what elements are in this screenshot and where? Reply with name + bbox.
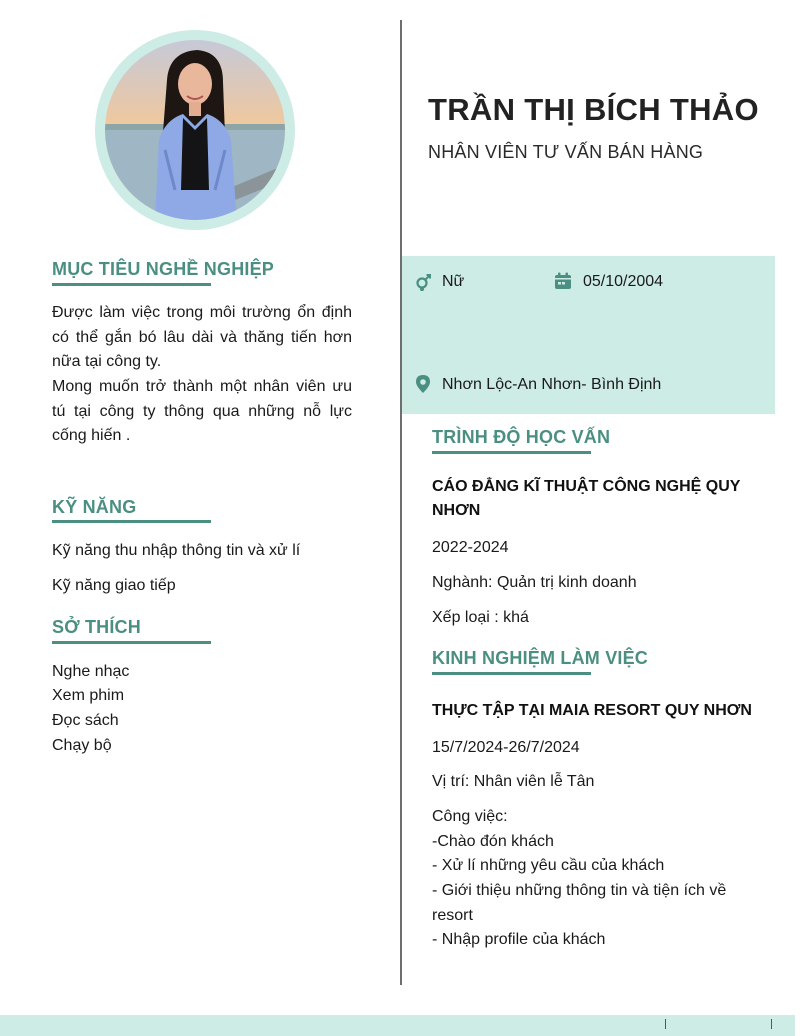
education-heading: TRÌNH ĐỘ HỌC VẤN [432, 427, 611, 447]
duty-item: - Xử lí những yêu cầu của khách [432, 857, 665, 874]
duties-title: Công việc: [432, 808, 508, 825]
calendar-icon [553, 271, 573, 291]
full-name: TRẦN THỊ BÍCH THẢO [428, 92, 759, 127]
duty-item: - Giới thiệu những thông tin và tiện ích về resort [432, 882, 727, 924]
personal-info-panel [402, 256, 775, 414]
education-grade: Xếp loại : khá [432, 609, 529, 626]
footer-tick [665, 1019, 666, 1029]
education-years: 2022-2024 [432, 539, 509, 556]
footer-band [0, 1015, 795, 1036]
avatar-ring [95, 30, 295, 230]
birthdate-value: 05/10/2004 [583, 273, 664, 290]
address-value: Nhơn Lộc-An Nhơn- Bình Định [442, 376, 662, 393]
education-underline [432, 451, 591, 454]
objective-heading: MỤC TIÊU NGHỀ NGHIỆP [52, 259, 275, 279]
skill-item: Kỹ năng giao tiếp [52, 577, 176, 594]
hobby-item: Chạy bộ [52, 737, 112, 754]
column-divider [400, 20, 402, 985]
footer-tick [771, 1019, 772, 1029]
avatar-photo [105, 40, 285, 220]
education-major: Nghành: Quản trị kinh doanh [432, 574, 637, 591]
duty-item: -Chào đón khách [432, 833, 554, 850]
skills-heading: KỸ NĂNG [52, 497, 137, 517]
hobby-item: Nghe nhạc [52, 663, 130, 680]
gender-value: Nữ [442, 273, 465, 290]
experience-period: 15/7/2024-26/7/2024 [432, 739, 580, 756]
experience-position: Vị trí: Nhân viên lễ Tân [432, 773, 595, 790]
objective-paragraph-1: Được làm việc trong môi trường ổn định có thể gắn bó lâu dài và thăng tiến hơn nữa tại công ty. [52, 304, 352, 370]
objective-underline [52, 283, 211, 286]
gender-icon [413, 272, 433, 292]
school-name: CÁO ĐẲNG KĨ THUẬT CÔNG NGHỆ QUY NHƠN [432, 478, 741, 519]
objective-paragraph-2: Mong muốn trở thành một nhân viên ưu tú tại công ty thông qua những nỗ lực cống hiến . [52, 378, 352, 444]
skill-item: Kỹ năng thu nhập thông tin và xử lí [52, 542, 301, 559]
avatar [105, 40, 285, 220]
hobbies-underline [52, 641, 211, 644]
skills-underline [52, 520, 211, 523]
experience-heading: KINH NGHIỆM LÀM VIỆC [432, 648, 649, 668]
duty-item: - Nhập profile của khách [432, 931, 606, 948]
job-title: NHÂN VIÊN TƯ VẤN BÁN HÀNG [428, 142, 704, 162]
hobby-item: Đọc sách [52, 712, 119, 729]
experience-underline [432, 672, 591, 675]
location-pin-icon [413, 374, 433, 394]
hobby-item: Xem phim [52, 687, 125, 704]
company-name: THỰC TẬP TẠI MAIA RESORT QUY NHƠN [432, 702, 752, 719]
hobbies-heading: SỞ THÍCH [52, 617, 141, 637]
